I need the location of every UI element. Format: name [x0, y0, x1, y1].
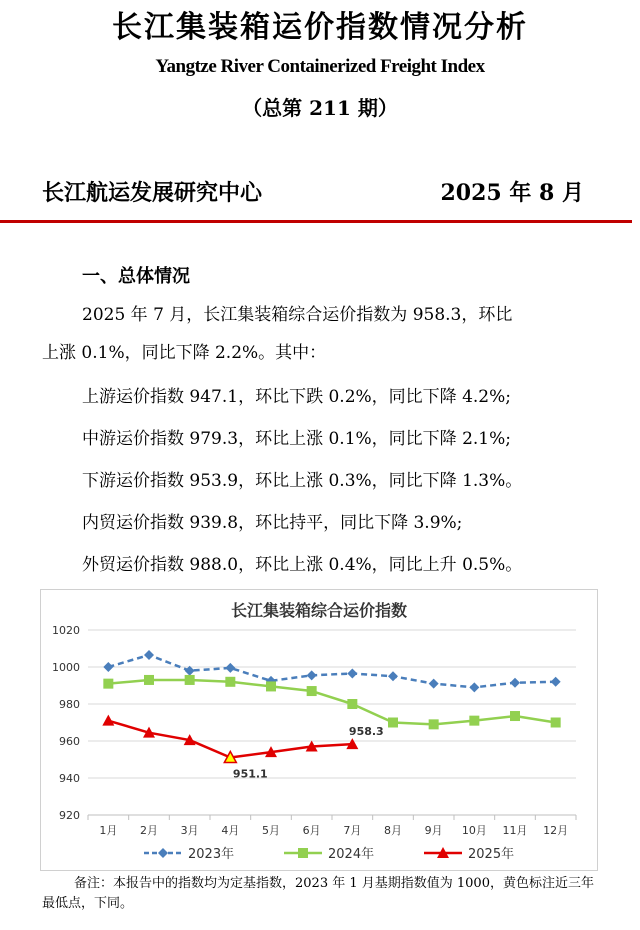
- intro-line-2: 上涨 0.1%，同比下降 2.2%。其中：: [42, 343, 327, 363]
- data-label: 958.3: [348, 725, 384, 739]
- legend-label: 2025年: [468, 847, 515, 862]
- data-point: [429, 719, 439, 729]
- x-tick-label: 12月: [543, 824, 569, 837]
- organization: 长江航运发展研究中心: [42, 180, 263, 206]
- x-tick-label: 2月: [140, 824, 158, 837]
- data-point: [347, 668, 357, 678]
- y-tick-label: 940: [59, 772, 80, 785]
- x-tick-label: 3月: [180, 824, 199, 837]
- x-tick-label: 7月: [343, 824, 362, 837]
- data-point: [144, 650, 154, 660]
- x-tick-label: 9月: [424, 824, 443, 837]
- data-point: [103, 662, 113, 672]
- data-point: [510, 678, 520, 688]
- legend-label: 2023年: [188, 847, 235, 862]
- data-point: [307, 670, 317, 680]
- x-axis: [88, 815, 576, 837]
- chart-container: [40, 589, 598, 871]
- report-date: 2025 年 8 月: [440, 180, 584, 206]
- x-tick-label: 4月: [221, 824, 240, 837]
- data-point: [307, 686, 317, 696]
- legend-item: [144, 846, 234, 862]
- data-point: [510, 711, 520, 721]
- legend-marker: [158, 848, 168, 858]
- report-subtitle: Yangtze River Containerized Freight Index: [155, 56, 485, 77]
- index-item-domestic: 内贸运价指数 939.8，环比持平，同比下降 3.9%;: [82, 513, 463, 533]
- x-tick-label: 6月: [302, 824, 321, 837]
- data-label: 951.1: [232, 767, 268, 781]
- data-point: [347, 699, 357, 709]
- data-point: [469, 682, 479, 692]
- index-item-foreign: 外贸运价指数 988.0，环比上涨 0.4%，同比上升 0.5%。: [82, 555, 523, 575]
- data-point: [266, 681, 276, 691]
- x-tick-label: 5月: [262, 824, 280, 837]
- intro-line-1: 2025 年 7 月，长江集装箱综合运价指数为 958.3，环比: [82, 305, 513, 325]
- chart-title: 长江集装箱综合运价指数: [230, 601, 408, 620]
- data-point: [185, 675, 195, 685]
- y-tick-label: 1020: [52, 624, 80, 637]
- chart-grid: [88, 630, 576, 815]
- y-tick-label: 920: [59, 809, 80, 822]
- x-tick-label: 1月: [99, 824, 118, 837]
- y-tick-label: 960: [59, 735, 80, 748]
- data-point: [102, 715, 114, 726]
- x-tick-label: 11月: [502, 824, 528, 837]
- y-tick-label: 1000: [52, 661, 80, 674]
- x-tick-label: 8月: [384, 824, 402, 837]
- legend-label: 2024年: [328, 847, 375, 862]
- header-divider: [0, 220, 632, 223]
- legend-item: [284, 846, 374, 862]
- footnote: 备注：本报告中的指数均为定基指数，2023 年 1 月基期指数值为 1000，黄色标注近三年最低点，下同。: [42, 876, 594, 911]
- data-point: [551, 677, 561, 687]
- data-point: [429, 679, 439, 689]
- legend-marker: [298, 848, 308, 858]
- chart-annotations: [233, 725, 384, 780]
- index-item-downstream: 下游运价指数 953.9，环比上涨 0.3%，同比下降 1.3%。: [82, 471, 523, 491]
- chart-legend: [144, 846, 514, 862]
- x-tick-label: 10月: [461, 824, 487, 837]
- report-title: 长江集装箱运价指数情况分析: [112, 10, 528, 45]
- freight-index-chart: [41, 590, 597, 870]
- series-line: [108, 680, 555, 724]
- y-axis: [52, 624, 80, 822]
- section-heading: 一、总体情况: [82, 266, 190, 287]
- data-point: [103, 679, 113, 689]
- series-2025年: [102, 715, 358, 763]
- data-point: [144, 675, 154, 685]
- legend-item: [424, 846, 514, 862]
- data-point: [225, 663, 235, 673]
- series-line: [108, 655, 555, 687]
- series-2024年: [103, 675, 560, 729]
- y-tick-label: 980: [59, 698, 80, 711]
- index-item-midstream: 中游运价指数 979.3，环比上涨 0.1%，同比下降 2.1%;: [82, 429, 511, 449]
- data-point: [469, 716, 479, 726]
- series-2023年: [103, 650, 560, 692]
- issue-number: （总第 211 期）: [242, 96, 398, 120]
- data-point: [551, 718, 561, 728]
- data-point: [225, 677, 235, 687]
- data-point: [388, 718, 398, 728]
- index-item-upstream: 上游运价指数 947.1，环比下跌 0.2%，同比下降 4.2%;: [82, 387, 511, 407]
- data-point: [388, 671, 398, 681]
